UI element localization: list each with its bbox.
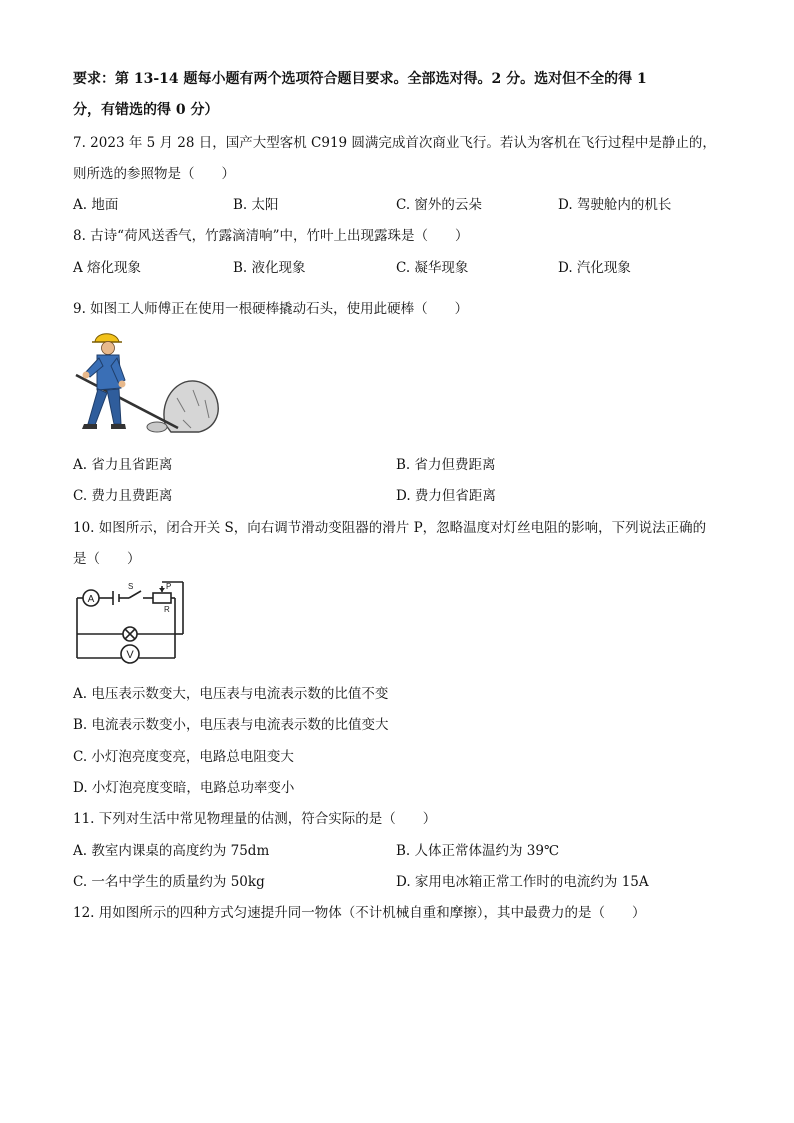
q9-option-a: A. 省力且省距离 (73, 457, 173, 473)
q8-option-a: A 熔化现象 (73, 260, 142, 276)
ammeter-label: A (87, 594, 95, 605)
q10-option-b: B. 电流表示数变小，电压表与电流表示数的比值变大 (73, 717, 389, 733)
q10-option-d: D. 小灯泡亮度变暗，电路总功率变小 (73, 780, 295, 796)
q8-stem: 8. 古诗“荷风送香气，竹露滴清响”中，竹叶上出现露珠是（ ） (73, 228, 469, 244)
q9-option-b: B. 省力但费距离 (396, 457, 496, 473)
q9-option-c: C. 费力且费距离 (73, 488, 173, 504)
q7-option-a: A. 地面 (73, 197, 119, 213)
q7-option-c: C. 窗外的云朵 (396, 197, 482, 213)
q7-option-d: D. 驾驶舱内的机长 (558, 197, 672, 213)
q11-stem: 11. 下列对生活中常见物理量的估测，符合实际的是（ ） (73, 811, 437, 827)
voltmeter-label: V (126, 649, 134, 661)
q7-stem-line-2: 则所选的参照物是（ ） (73, 166, 235, 182)
worker-lever-figure (73, 328, 223, 434)
instructions-line-2: 分，有错选的得 0 分） (73, 102, 219, 118)
q11-option-b: B. 人体正常体温约为 39℃ (396, 843, 560, 859)
q12-stem: 12. 用如图所示的四种方式匀速提升同一物体（不计机械自重和摩擦），其中最费力的是（ ） (73, 905, 646, 921)
q10-stem-line-1: 10. 如图所示，闭合开关 S，向右调节滑动变阻器的滑片 P，忽略温度对灯丝电阻的影响，下列说法正确的 (73, 520, 707, 536)
q8-option-c: C. 凝华现象 (396, 260, 469, 276)
q9-option-d: D. 费力但省距离 (396, 488, 496, 504)
circuit-diagram (73, 578, 197, 664)
slider-label: P (166, 582, 172, 591)
q8-option-b: B. 液化现象 (233, 260, 306, 276)
q11-option-a: A. 教室内课桌的高度约为 75dm (73, 843, 270, 859)
q9-stem: 9. 如图工人师傅正在使用一根硬棒撬动石头，使用此硬棒（ ） (73, 301, 469, 317)
switch-label: S (128, 582, 134, 591)
q7-stem-line-1: 7. 2023 年 5 月 28 日，国产大型客机 C919 圆满完成首次商业飞行。若认为客机在飞行过程中是静止的， (73, 135, 716, 151)
q11-option-d: D. 家用电冰箱正常工作时的电流约为 15A (396, 874, 649, 890)
rheostat-label: R (164, 605, 170, 614)
q11-option-c: C. 一名中学生的质量约为 50kg (73, 874, 265, 890)
instructions-line-1: 要求：第 13-14 题每小题有两个选项符合题目要求。全部选对得。2 分。选对但不全的得 1 (73, 71, 647, 87)
q7-option-b: B. 太阳 (233, 197, 279, 213)
q10-option-c: C. 小灯泡亮度变亮，电路总电阻变大 (73, 749, 294, 765)
q8-option-d: D. 汽化现象 (558, 260, 631, 276)
q10-stem-line-2: 是（ ） (73, 551, 141, 567)
q10-option-a: A. 电压表示数变大，电压表与电流表示数的比值不变 (73, 686, 389, 702)
